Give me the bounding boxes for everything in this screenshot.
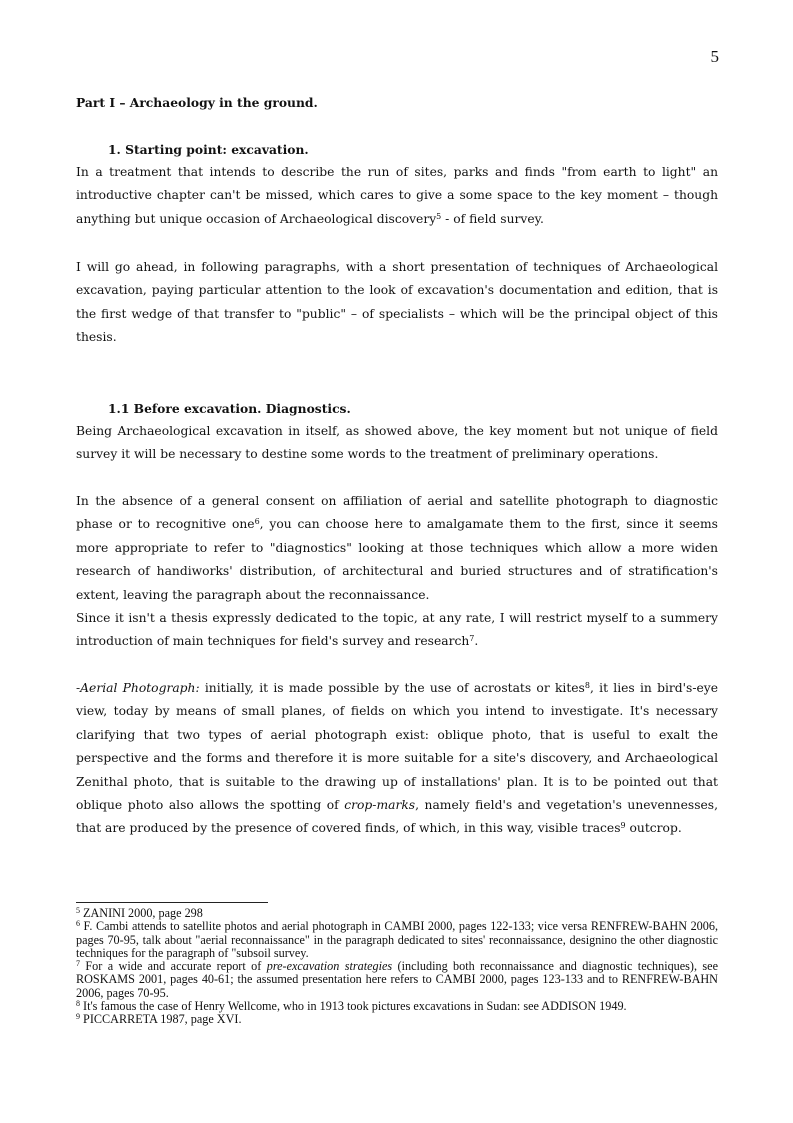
section-heading-diagnostics: 1.1 Before excavation. Diagnostics. bbox=[108, 401, 351, 416]
footnote-ref: 5 bbox=[436, 211, 442, 221]
paragraph-aerial-photograph: -Aerial Photograph: initially, it is made possible by the use of acrostats or kites$^8$, it lies in bird's-eye view, today by means of small planes, of fields on which you intend to investigate. It's necessary clarifying that two types of aerial photograph exist: oblique photo, that is useful to exalt the perspective and the forms and therefore it is more suitable for a site's discovery, and Archaeological Zenithal photo, that is suitable to the drawing up of installations' plan. It is to be pointed out that oblique photo also allows the spotting of crop-marks, namely field's and vegetation's unevennesses, that are produced by the presence of covered finds, of which, in this way, visible traces$^9$ outcrop. bbox=[76, 681, 718, 836]
paragraph: I will go ahead, in following paragraphs, with a short presentation of techniques of Archaeological excavation, paying particular attention to the look of excavation's documentation and edition, that is the first wedge of that transfer to "public" – of specialists – which will be the principal object of this thesis. bbox=[76, 260, 718, 345]
footnote-divider bbox=[76, 902, 268, 903]
section-heading-excavation: 1. Starting point: excavation. bbox=[108, 142, 309, 157]
footnote: $^6$ F. Cambi attends to satellite photos and aerial photograph in CAMBI 2000, pages 122-133; vice versa RENFREW-BAHN 2006, pages 70-95, talk about "aerial reconnaissance" in the paragraph dedicated to sites' reconnaissance, designino the other diagnostic techniques for the paragraph of "subsoil survey. bbox=[76, 919, 718, 960]
footnote: $^9$ PICCARRETA 1987, page XVI. bbox=[76, 1012, 242, 1027]
paragraph: Since it isn't a thesis expressly dedicated to the topic, at any rate, I will restrict myself to a summery introduction of main techniques for field's survey and research$^7$. bbox=[76, 611, 718, 649]
footnote-ref: 6 bbox=[254, 517, 260, 527]
page-number: 5 bbox=[710, 47, 719, 66]
footnote: $^8$ It's famous the case of Henry Wellcome, who in 1913 took pictures excavations in Sudan: see ADDISON 1949. bbox=[76, 999, 627, 1014]
paragraph: In the absence of a general consent on affiliation of aerial and satellite photograph to diagnostic phase or to recognitive one$^6$, you can choose here to amalgamate them to the first, since it seems more appropriate to refer to "diagnostics" looking at those techniques which allow a more widen research of handiworks' distribution, of architectural and buried structures and of stratification's extent, leaving the paragraph about the reconnaissance. bbox=[76, 494, 718, 602]
footnote: $^7$ For a wide and accurate report of pre-excavation strategies (including both reconnaissance and diagnostic techniques), see ROSKAMS 2001, pages 40-61; the assumed presentation here refers to CAMBI 2000, pages 123-133 and to RENFREW-BAHN 2006, pages 70-95. bbox=[76, 959, 718, 1000]
footnotes bbox=[76, 907, 718, 1027]
paragraph: In a treatment that intends to describe the run of sites, parks and finds "from earth to light" an introductive chapter can't be missed, which cares to give a some space to the key moment – though anything but unique occasion of Archaeological discovery$^5$ - of field survey. bbox=[76, 165, 718, 226]
footnote-ref: 8 bbox=[584, 681, 590, 690]
footnote: $^5$ ZANINI 2000, page 298 bbox=[76, 906, 203, 920]
footnote-ref: 9 bbox=[620, 821, 626, 831]
part-heading: Part I – Archaeology in the ground. bbox=[76, 95, 318, 110]
footnote-ref: 7 bbox=[469, 634, 475, 644]
paragraph: Being Archaeological excavation in itself, as showed above, the key moment but not unique of field survey it will be necessary to destine some words to the treatment of preliminary operations. bbox=[76, 424, 718, 462]
